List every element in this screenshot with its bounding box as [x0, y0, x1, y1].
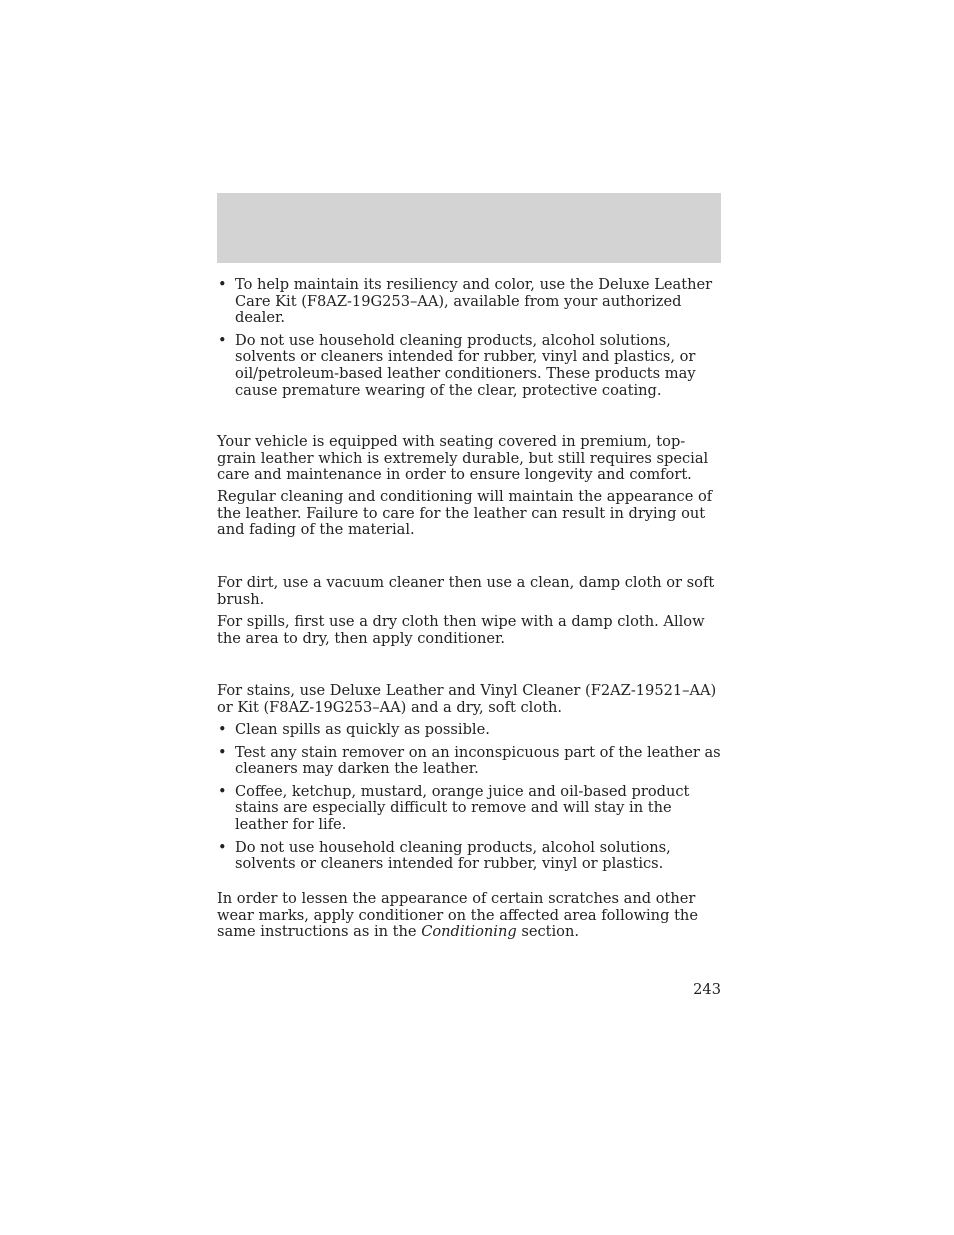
- scratches-text: In order to lessen the appearance of certain scratches and other wear marks, apply conditioner on the affected area following the same instructions as in the: [217, 890, 698, 941]
- list-item-text: Coffee, ketchup, mustard, orange juice and oil-based product stains are especially difficult to remove and will stay in the leather for life.: [235, 782, 690, 833]
- bullet-icon: •: [218, 721, 227, 738]
- leather-care-paragraph: Regular cleaning and conditioning will maintain the appearance of the leather. Failure to care for the leather can result in drying out and fading of the material.: [217, 488, 713, 539]
- page-number: 243: [693, 981, 721, 998]
- stains-cleaning-paragraph: For stains, use Deluxe Leather and Vinyl Cleaner (F2AZ-19521–AA) or Kit (F8AZ-19G253–AA) and a dry, soft cloth.: [217, 682, 717, 716]
- list-item: [217, 277, 721, 327]
- list-item: [217, 722, 721, 739]
- bullet-icon: •: [218, 276, 227, 293]
- top-bullet-list: [217, 277, 721, 405]
- list-item: [217, 333, 721, 399]
- leather-intro-paragraph: Your vehicle is equipped with seating covered in premium, top-grain leather which is extremely durable, but still requires special care and maintenance in order to ensure longevity and comfort.: [217, 433, 709, 484]
- list-item-text: Do not use household cleaning products, alcohol solutions, solvents or cleaners intended for rubber, vinyl and plastics, or oil/petroleum-based leather conditioners. These products may cause premature wearing of the clear, protective coating.: [235, 331, 696, 399]
- dirt-cleaning-paragraph: For dirt, use a vacuum cleaner then use a clean, damp cloth or soft brush.: [217, 574, 715, 608]
- list-item: [217, 840, 721, 873]
- list-item-text: To help maintain its resiliency and color, use the Deluxe Leather Care Kit (F8AZ-19G253–AA), available from your authorized dealer.: [235, 276, 713, 327]
- list-item: [217, 784, 721, 834]
- stains-bullet-list: [217, 722, 721, 879]
- list-item-text: Clean spills as quickly as possible.: [235, 721, 490, 738]
- bullet-icon: •: [218, 743, 227, 761]
- conditioning-reference: Conditioning: [421, 923, 517, 941]
- bullet-icon: •: [218, 782, 227, 800]
- bullet-icon: •: [218, 838, 227, 856]
- scratches-paragraph: [217, 891, 721, 941]
- bullet-icon: •: [218, 331, 227, 349]
- section-header-band: [217, 193, 721, 263]
- list-item-text: Do not use household cleaning products, alcohol solutions, solvents or cleaners intended for rubber, vinyl or plastics.: [235, 838, 671, 873]
- list-item-text: Test any stain remover on an inconspicuous part of the leather as cleaners may darken the leather.: [235, 743, 721, 778]
- spills-cleaning-paragraph: For spills, first use a dry cloth then wipe with a damp cloth. Allow the area to dry, then apply conditioner.: [217, 613, 705, 647]
- list-item: [217, 745, 721, 778]
- scratches-text-end: section.: [516, 923, 579, 941]
